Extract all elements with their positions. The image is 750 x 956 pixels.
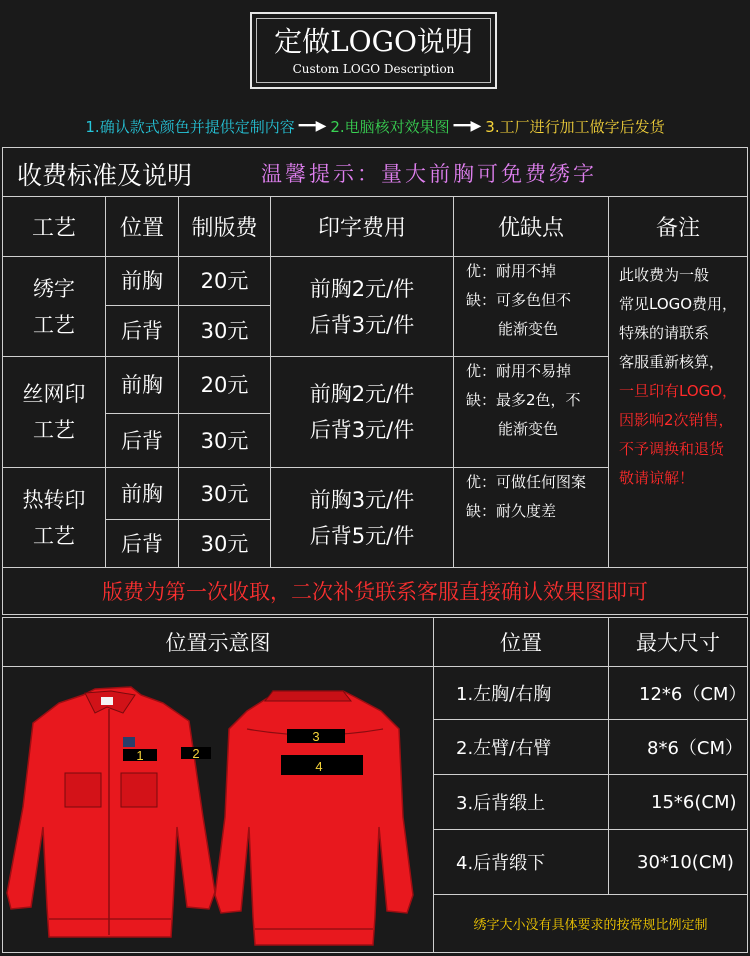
craft-heat-transfer: 热转印 工艺 [22, 487, 86, 548]
position-front: 前胸 [121, 269, 163, 293]
print-fees: 前胸3元/件 后背5元/件 [309, 487, 415, 548]
col-position-header: 位置 [500, 631, 542, 655]
jacket-front-image [7, 687, 215, 937]
marker-2: 2 [192, 746, 200, 761]
plate-fee: 30元 [200, 531, 249, 556]
pricing-footer: 版费为第一次收取，二次补货联系客服直接确认效果图即可 [102, 580, 648, 604]
position-row-size: 8*6（CM） [647, 738, 744, 759]
craft-embroidery: 绣字 工艺 [33, 276, 75, 337]
step-3: 3.工厂进行加工做字后发货 [485, 117, 665, 136]
step-2: 2.电脑核对效果图 [330, 117, 450, 136]
step-1: 1.确认款式颜色并提供定制内容 [85, 117, 295, 136]
size-footnote: 绣字大小没有具体要求的按常规比例定制 [473, 918, 708, 933]
plate-fee: 20元 [200, 269, 249, 293]
position-row-name: 1.左胸/右胸 [456, 684, 552, 705]
marker-4: 4 [315, 759, 323, 774]
plate-fee: 30元 [200, 428, 249, 453]
position-row-name: 2.左臂/右臂 [456, 738, 552, 759]
col-craft: 工艺 [31, 216, 76, 241]
col-position: 位置 [119, 216, 164, 241]
plate-fee: 30元 [200, 481, 249, 506]
jacket-diagram [3, 667, 433, 952]
col-remarks: 备注 [655, 216, 700, 241]
position-back: 后背 [121, 428, 163, 453]
position-row-size: 12*6（CM） [639, 684, 747, 705]
arrow-right-icon: ━━▶ [453, 118, 482, 134]
col-print-fee: 印字费用 [317, 216, 406, 241]
position-row-size: 30*10(CM) [637, 851, 734, 873]
diagram-title: 位置示意图 [165, 631, 271, 655]
pros-cons: 优：耐用不掉 缺：可多色但不 能渐变色 [466, 262, 572, 338]
marker-1: 1 [136, 748, 144, 763]
page-subtitle: Custom LOGO Description [292, 62, 455, 76]
position-front: 前胸 [121, 481, 163, 506]
pricing-heading: 收费标准及说明 [17, 161, 193, 190]
position-row-name: 3.后背缎上 [456, 793, 546, 814]
pros-cons: 优：耐用不易掉 缺：最多2色，不 能渐变色 [466, 362, 581, 438]
position-row-size: 15*6(CM) [651, 791, 737, 813]
plate-fee: 30元 [200, 319, 249, 343]
col-max-size-header: 最大尺寸 [636, 631, 720, 655]
craft-screen-print: 丝网印 工艺 [22, 382, 86, 442]
position-row-name: 4.后背缎下 [456, 853, 546, 874]
process-steps [0, 114, 750, 138]
position-back: 后背 [121, 319, 163, 343]
pros-cons: 优：可做任何图案 缺：耐久度差 [466, 473, 587, 520]
print-fees: 前胸2元/件 后背3元/件 [309, 382, 415, 442]
remarks: 此收费为一般 常见LOGO费用， 特殊的请联系 客服重新核算， 一旦印有LOGO， 因影响2次销售， 不予调换和退货 敬请谅解！ [619, 266, 738, 487]
marker-3: 3 [312, 729, 320, 744]
title-banner [250, 12, 497, 89]
print-fees: 前胸2元/件 后背3元/件 [309, 276, 415, 337]
pricing-tip: 温馨提示：量大前胸可免费绣字 [261, 162, 597, 186]
position-front: 前胸 [121, 373, 163, 397]
position-section [2, 617, 748, 953]
plate-fee: 20元 [200, 373, 249, 397]
col-plate-fee: 制版费 [191, 216, 258, 241]
position-back: 后背 [121, 531, 163, 556]
arrow-right-icon: ━━▶ [298, 118, 327, 134]
col-pros-cons: 优缺点 [497, 216, 564, 241]
pricing-table [2, 147, 748, 615]
page-title: 定做LOGO说明 [274, 25, 473, 58]
